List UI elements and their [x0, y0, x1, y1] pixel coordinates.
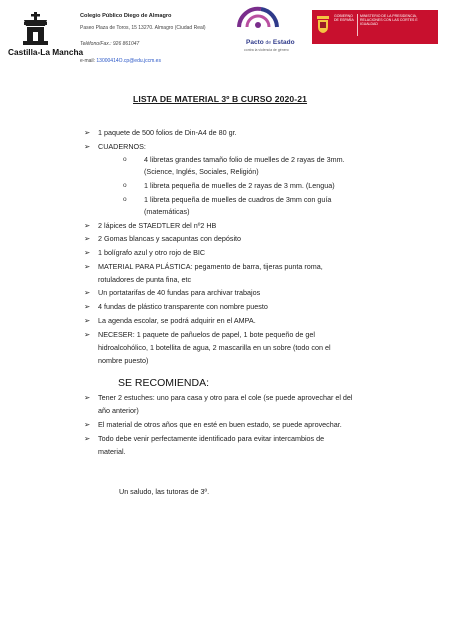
email-link[interactable]: 13000414O.cp@edu.jccm.es: [96, 58, 161, 64]
circle-bullet-icon: o: [123, 196, 127, 203]
closing-greeting: Un saludo, las tutoras de 3º.: [119, 487, 210, 496]
arrow-bullet-icon: ➢: [84, 234, 91, 243]
recommendation-item-cont: material.: [98, 447, 126, 456]
arrow-bullet-icon: ➢: [84, 434, 91, 443]
recommendation-item-cont: año anterior): [98, 406, 139, 415]
arrow-bullet-icon: ➢: [84, 393, 91, 402]
gov-divider: [357, 14, 358, 36]
recommendation-item: El material de otros años que en esté en buen estado, se puede aprovechar.: [98, 420, 342, 429]
pacto-tagline: contra la violencia de género: [244, 48, 289, 52]
arrow-bullet-icon: ➢: [84, 288, 91, 297]
list-item: MATERIAL PARA PLÁSTICA: pegamento de barra, tijeras punta roma,: [98, 262, 323, 271]
sub-list-item: 1 libreta pequeña de muelles de cuadros de 3mm con guía: [144, 195, 332, 204]
region-name: Castilla-La Mancha: [8, 47, 84, 57]
sub-list-item: 4 libretas grandes tamaño folio de muelles de 2 rayas de 3mm.: [144, 155, 345, 164]
sub-list-item-cont: (matemáticas): [144, 207, 190, 216]
list-item: 4 fundas de plástico transparente con nombre puesto: [98, 302, 268, 311]
sub-list-item-cont: (Science, Inglés, Sociales, Religión): [144, 167, 259, 176]
sub-list-item: 1 libreta pequeña de muelles de 2 rayas de 3 mm. (Lengua): [144, 181, 335, 190]
pacto-name: Pacto de Estado: [246, 39, 295, 46]
list-item: 1 paquete de 500 folios de Din-A4 de 80 gr.: [98, 128, 237, 137]
arrow-bullet-icon: ➢: [84, 330, 91, 339]
arrow-bullet-icon: ➢: [84, 221, 91, 230]
arrow-bullet-icon: ➢: [84, 316, 91, 325]
list-item: La agenda escolar, se podrá adquirir en el AMPA.: [98, 316, 256, 325]
arrow-bullet-icon: ➢: [84, 248, 91, 257]
arrow-bullet-icon: ➢: [84, 142, 91, 151]
arrow-bullet-icon: ➢: [84, 262, 91, 271]
list-item: Un portatarifas de 40 fundas para archivar trabajos: [98, 288, 261, 297]
list-item-cont: rotuladores de punta fina, etc: [98, 275, 192, 284]
school-email: [80, 58, 161, 64]
list-item-cont: hidroalcohólico, 1 botellita de agua, 2 mascarilla en un sobre (todo con el: [98, 343, 331, 352]
list-item: 1 bolígrafo azul y otro rojo de BIC: [98, 248, 206, 257]
email-label: e-mail:: [80, 58, 96, 64]
list-item: 2 lápices de STAEDTLER del nº2 HB: [98, 221, 217, 230]
recommendation-item: Tener 2 estuches: uno para casa y otro para el cole (se puede aprovechar el del: [98, 393, 353, 402]
gov-left-text: GOBIERNO DE ESPAÑA: [334, 14, 354, 22]
arrow-bullet-icon: ➢: [84, 128, 91, 137]
gov-ministry-text: MINISTERIO DE LA PRESIDENCIA, RELACIONES CON LAS CORTES E IGUALDAD: [360, 14, 418, 26]
section-title: SE RECOMIENDA:: [118, 377, 210, 389]
list-item-cont: nombre puesto): [98, 356, 149, 365]
school-phone: Teléfono/Fax.: 926 861047: [80, 41, 140, 47]
circle-bullet-icon: o: [123, 156, 127, 163]
arrow-bullet-icon: ➢: [84, 420, 91, 429]
list-item: 2 Gomas blancas y sacapuntas con depósito: [98, 234, 242, 243]
list-item: CUADERNOS:: [98, 142, 146, 151]
circle-bullet-icon: o: [123, 182, 127, 189]
school-name: Colegio Público Diego de Almagro: [80, 13, 172, 19]
spain-coat-of-arms-icon: [316, 14, 330, 34]
arrow-bullet-icon: ➢: [84, 302, 91, 311]
list-item: NECESER: 1 paquete de pañuelos de papel, 1 bote pequeño de gel: [98, 330, 315, 339]
page-title: LISTA DE MATERIAL 3º B CURSO 2020-21: [133, 94, 308, 104]
school-address: Paseo Plaza de Toros, 15 13270. Almagro (Ciudad Real): [80, 25, 206, 31]
recommendation-item: Todo debe venir perfectamente identificado para evitar intercambios de: [98, 434, 325, 443]
